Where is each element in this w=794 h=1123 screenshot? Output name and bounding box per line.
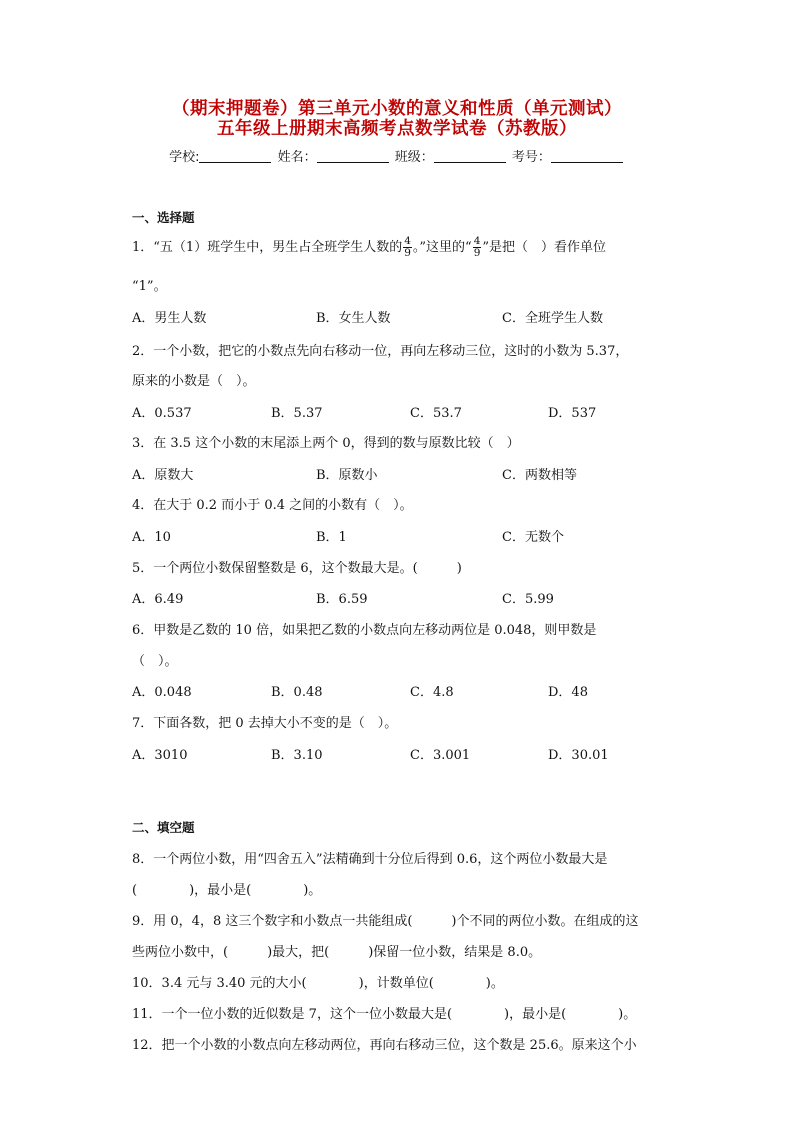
class-field[interactable]: [434, 150, 506, 163]
school-label: 学校:: [169, 150, 200, 165]
question-7: 7．下面各数，把 0 去掉大小不变的是（ ）。: [132, 716, 398, 731]
exam-number-label: 考号：: [511, 150, 551, 165]
section-heading-choice: 一、选择题: [132, 210, 195, 225]
option-a[interactable]: A．10: [132, 530, 171, 545]
option-a[interactable]: A．男生人数: [132, 311, 207, 326]
option-b[interactable]: B．3.10: [271, 748, 323, 763]
question-9-line2: 些两位小数中，( )最大，把( )保留一位小数，结果是 8.0。: [132, 945, 542, 960]
class-label: 班级：: [394, 150, 434, 165]
question-5: 5．一个两位小数保留整数是 6，这个数最大是。( ): [132, 561, 462, 576]
option-c[interactable]: C．53.7: [410, 406, 462, 421]
option-c[interactable]: C．两数相等: [502, 468, 577, 483]
option-a[interactable]: A．6.49: [132, 592, 184, 607]
option-c[interactable]: C．全班学生人数: [502, 311, 603, 326]
option-c[interactable]: C．5.99: [502, 592, 554, 607]
fraction: $\frac{4}{9}$: [404, 235, 411, 259]
name-field[interactable]: [317, 150, 389, 163]
fraction: $\frac{4}{9}$: [473, 235, 481, 259]
option-d[interactable]: D．30.01: [548, 748, 609, 763]
question-2-line2: 原来的小数是（ ）。: [132, 374, 256, 389]
question-6: 6．甲数是乙数的 10 倍，如果把乙数的小数点向左移动两位是 0.048，则甲数是: [132, 623, 597, 638]
question-12: 12．把一个小数的小数点向左移动两位，再向右移动三位，这个数是 25.6。原来这个小: [132, 1038, 637, 1053]
question-10: 10．3.4 元与 3.40 元的大小( )，计数单位( )。: [132, 976, 504, 991]
student-info-row: [0, 146, 794, 165]
question-6-line2: （ ）。: [132, 654, 178, 669]
option-b[interactable]: B．原数小: [316, 468, 378, 483]
question-1: 1．“五（1）班学生中，男生占全班学生人数的 $\frac{4}{9}$ 。”这里的“ $\frac{4}{9}$ ”是把（ ）看作单位: [132, 235, 607, 259]
option-c[interactable]: C．4.8: [410, 685, 454, 700]
option-c[interactable]: C．无数个: [502, 530, 564, 545]
option-b[interactable]: B．1: [316, 530, 347, 545]
option-b[interactable]: B．5.37: [271, 406, 323, 421]
option-d[interactable]: D．48: [548, 685, 588, 700]
question-3: 3．在 3.5 这个小数的末尾添上两个 0，得到的数与原数比较（ ）: [132, 436, 520, 451]
option-c[interactable]: C．3.001: [410, 748, 471, 763]
question-2: 2．一个小数，把它的小数点先向右移动一位，再向左移动三位，这时的小数为 5.37，: [132, 344, 629, 359]
name-label: 姓名：: [277, 150, 317, 165]
question-9: 9．用 0，4，8 这三个数字和小数点一共能组成( )个不同的两位小数。在组成的这: [132, 914, 639, 929]
question-11: 11．一个一位小数的近似数是 7，这个一位小数最大是( )，最小是( )。: [132, 1007, 637, 1022]
section-heading-fill: 二、填空题: [132, 820, 195, 835]
option-a[interactable]: A．3010: [132, 748, 188, 763]
question-1-line2: “1”。: [132, 279, 167, 294]
question-8-line2: ( )，最小是( )。: [132, 883, 322, 898]
option-b[interactable]: B．女生人数: [316, 311, 391, 326]
school-field[interactable]: [199, 150, 271, 163]
option-d[interactable]: D．537: [548, 406, 597, 421]
question-4: 4．在大于 0.2 而小于 0.4 之间的小数有（ ）。: [132, 498, 413, 513]
exam-subtitle: 五年级上册期末高频考点数学试卷（苏教版）: [217, 119, 577, 139]
option-a[interactable]: A．0.048: [132, 685, 192, 700]
option-b[interactable]: B．6.59: [316, 592, 368, 607]
exam-title: （期末押题卷）第三单元小数的意义和性质（单元测试）: [172, 99, 622, 119]
option-a[interactable]: A．原数大: [132, 468, 194, 483]
option-a[interactable]: A．0.537: [132, 406, 192, 421]
question-8: 8．一个两位小数，用“四舍五入”法精确到十分位后得到 0.6，这个两位小数最大是: [132, 852, 608, 867]
option-b[interactable]: B．0.48: [271, 685, 323, 700]
exam-number-field[interactable]: [551, 150, 623, 163]
